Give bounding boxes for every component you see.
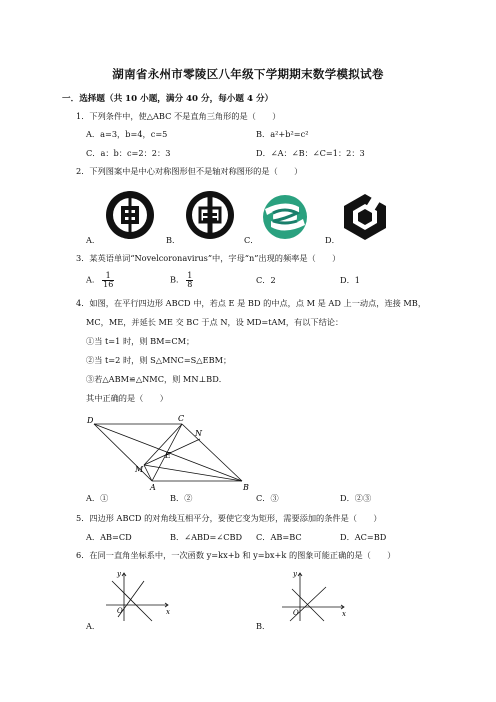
q6-graph-a xyxy=(104,567,174,627)
cbc-logo-icon xyxy=(339,191,391,247)
q2-option-a[interactable]: A． xyxy=(86,235,101,245)
q5-option-a[interactable]: A．AB=CD xyxy=(86,532,132,542)
q5-stem: 5．四边形 ABCD 的对角线互相平分，要使它变为矩形，需要添加的条件是（ ） xyxy=(76,513,382,523)
q3-option-a-fraction xyxy=(102,272,114,289)
q4-conclusion-3: ③若△ABM≌△NMC，则 MN⊥BD． xyxy=(86,374,227,384)
q1-option-b[interactable]: B．a²+b²=c² xyxy=(256,129,309,139)
q1-stem: 1．下列条件中，使△ABC 不是直角三角形的是（ ） xyxy=(76,111,281,121)
fraction-denominator: 16 xyxy=(103,280,114,289)
fig-label-m: M xyxy=(135,465,144,474)
q3-option-a[interactable] xyxy=(86,272,114,289)
axis-x-label: x xyxy=(166,608,170,616)
q5-option-c[interactable]: C．AB=BC xyxy=(256,532,302,542)
q4-stem-line1: 4．如图，在平行四边形 ABCD 中，若点 E 是 BD 的中点，点 M 是 AD 上一动点，连接 MB， xyxy=(76,298,427,308)
fig-label-d: D xyxy=(87,416,94,425)
q6-option-a[interactable]: A． xyxy=(86,621,101,631)
q4-stem-line2: MC，ME，并延长 ME 交 BC 于点 N，设 MD=tAM，有以下结论： xyxy=(86,317,344,327)
q3-option-a-label: A． xyxy=(86,274,101,285)
q1-option-d[interactable]: D．∠A：∠B：∠C=1：2：3 xyxy=(256,148,365,158)
fig-label-c: C xyxy=(178,414,185,423)
fraction-denominator: 8 xyxy=(187,280,193,289)
q4-parallelogram-figure xyxy=(86,409,266,495)
q2-stem: 2．下列图案中是中心对称图形但不是轴对称图形的是（ ） xyxy=(76,166,303,176)
q1-option-a[interactable]: A．a=3，b=4，c=5 xyxy=(86,129,168,139)
q6-graph-b xyxy=(280,567,350,627)
q6-stem: 6．在同一直角坐标系中，一次函数 y=kx+b 和 y=bx+k 的图象可能正确的是（ ） xyxy=(76,550,396,560)
q4-conclusion-1: ①当 t=1 时，则 BM=CM； xyxy=(86,336,195,346)
q4-option-a[interactable]: A．① xyxy=(86,493,109,503)
q3-option-d[interactable]: D．1 xyxy=(340,275,360,285)
origin-label: O xyxy=(117,607,123,615)
page-title: 湖南省永州市零陵区八年级下学期期末数学模拟试卷 xyxy=(112,67,384,81)
q6-option-b[interactable]: B． xyxy=(256,621,271,631)
q2-option-c[interactable]: C． xyxy=(244,235,259,245)
ccb-logo-icon xyxy=(259,191,311,247)
q4-option-b[interactable]: B．② xyxy=(170,493,193,503)
axis-y-label: y xyxy=(293,570,297,578)
q3-option-b-fraction xyxy=(186,272,193,289)
q2-option-d[interactable]: D． xyxy=(325,235,340,245)
q4-question: 其中正确的是（ ） xyxy=(86,393,168,403)
q1-option-c[interactable]: C．a：b：c=2：2：3 xyxy=(86,148,171,158)
fig-label-e: E xyxy=(165,451,171,460)
q4-option-d[interactable]: D．②③ xyxy=(340,493,372,503)
origin-label: O xyxy=(293,609,299,617)
q3-option-b-label: B． xyxy=(170,274,185,285)
fig-label-a: A xyxy=(150,483,156,491)
fig-label-n: N xyxy=(195,429,202,438)
q5-option-d[interactable]: D．AC=BD xyxy=(340,532,387,542)
q4-option-c[interactable]: C．③ xyxy=(256,493,279,503)
fraction-numerator: 1 xyxy=(102,272,114,281)
q3-option-c[interactable]: C．2 xyxy=(256,275,276,285)
boc-logo-icon xyxy=(184,189,236,245)
axis-y-label: y xyxy=(117,570,121,578)
icbc-logo-icon xyxy=(104,189,156,245)
q3-option-b[interactable] xyxy=(170,272,193,289)
q5-option-b[interactable]: B．∠ABD=∠CBD xyxy=(170,532,243,542)
section-heading: 一．选择题（共 10 小题，满分 40 分，每小题 4 分） xyxy=(62,94,274,104)
q3-stem: 3．某英语单词“Novelcoronavirus”中，字母“n”出现的频率是（ ） xyxy=(76,253,341,263)
q2-option-b[interactable]: B． xyxy=(166,235,181,245)
fig-label-b: B xyxy=(243,483,249,491)
q4-conclusion-2: ②当 t=2 时，则 S△MNC=S△EBM； xyxy=(86,355,232,365)
axis-x-label: x xyxy=(342,610,346,618)
fraction-numerator: 1 xyxy=(187,271,193,280)
